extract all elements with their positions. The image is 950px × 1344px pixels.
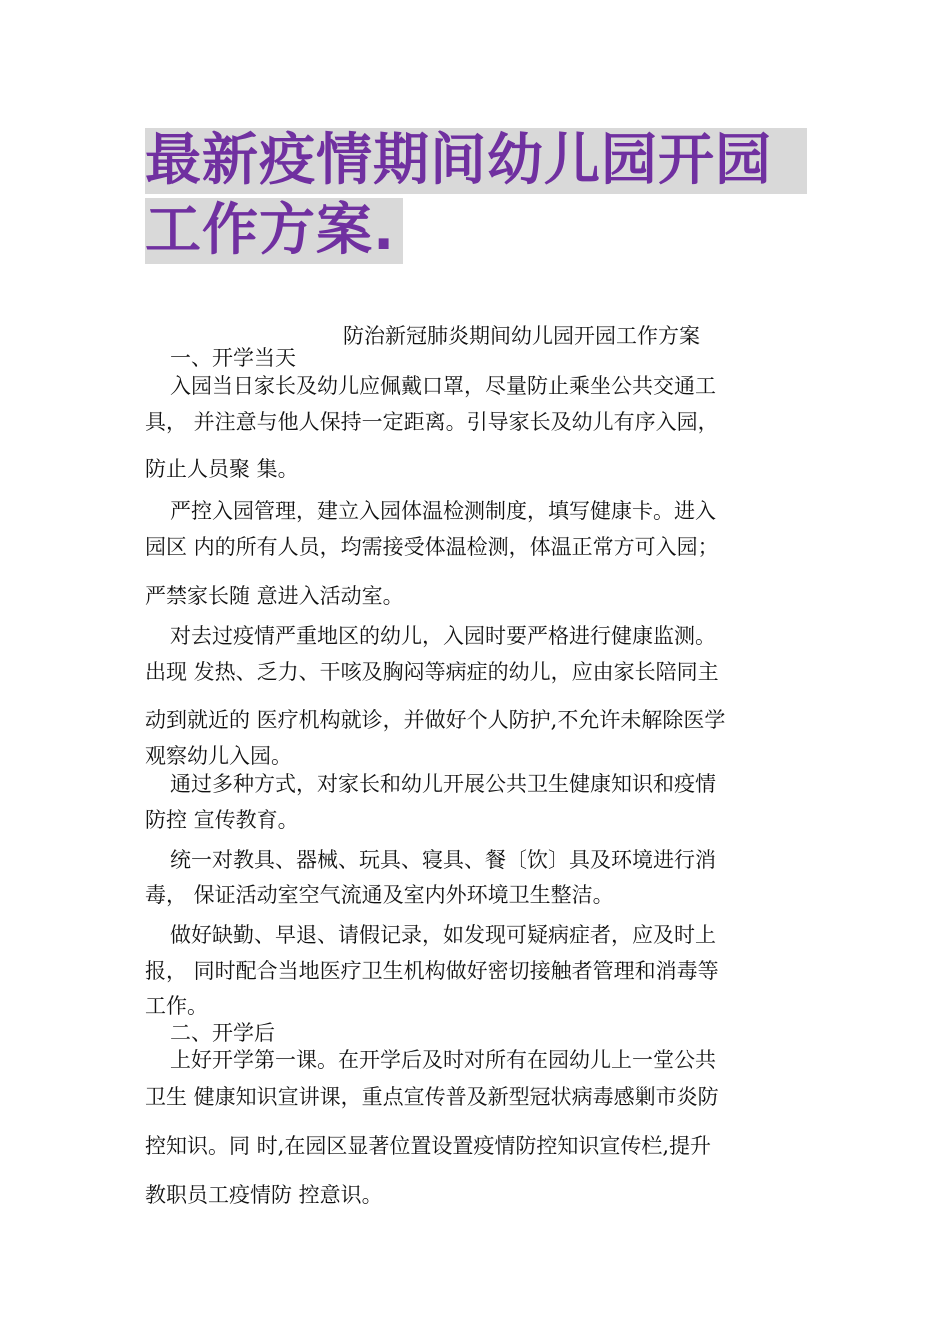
paragraph-line: 出现 发热、乏力、干咳及胸闷等病症的幼儿，应由家长陪同主 — [145, 660, 719, 684]
paragraph-line: 园区 内的所有人员，均需接受体温检测，体温正常方可入园； — [145, 535, 719, 559]
paragraph-line: 上好开学第一课。在开学后及时对所有在园幼儿上一堂公共 — [170, 1048, 716, 1072]
section-heading-1: 一、开学当天 — [170, 346, 296, 370]
paragraph-line: 教职员工疫情防 控意识。 — [145, 1183, 383, 1207]
paragraph-line: 毒， 保证活动室空气流通及室内外环境卫生整洁。 — [145, 883, 614, 907]
paragraph-line: 具， 并注意与他人保持一定距离。引导家长及幼儿有序入园， — [145, 410, 719, 434]
document-subtitle: 防治新冠肺炎期间幼儿园开园工作方案 — [343, 324, 700, 348]
paragraph-line: 严控入园管理，建立入园体温检测制度，填写健康卡。进入 — [170, 499, 716, 523]
paragraph-line: 防控 宣传教育。 — [145, 808, 299, 832]
paragraph-line: 做好缺勤、早退、请假记录，如发现可疑病症者，应及时上 — [170, 923, 716, 947]
paragraph-line: 卫生 健康知识宣讲课，重点宣传普及新型冠状病毒感剿市炎防 — [145, 1085, 719, 1109]
paragraph-line: 观察幼儿入园。 — [145, 744, 292, 768]
paragraph-line: 报， 同时配合当地医疗卫生机构做好密切接触者管理和消毒等 — [145, 959, 719, 983]
paragraph-line: 对去过疫情严重地区的幼儿，入园时要严格进行健康监测。 — [170, 624, 716, 648]
paragraph-line: 控知识。同 时,在园区显著位置设置疫情防控知识宣传栏,提升 — [145, 1134, 712, 1158]
paragraph-line: 防止人员聚 集。 — [145, 457, 299, 481]
paragraph-line: 入园当日家长及幼儿应佩戴口罩，尽量防止乘坐公共交通工 — [170, 374, 716, 398]
title-line-1: 最新疫情期间幼儿园开园 — [145, 128, 807, 194]
paragraph-line: 统一对教具、器械、玩具、寝具、餐〔饮〕具及环境进行消 — [170, 848, 716, 872]
paragraph-line: 通过多种方式，对家长和幼儿开展公共卫生健康知识和疫情 — [170, 772, 716, 796]
title-line-2: 工作方案. — [145, 198, 403, 264]
paragraph-line: 严禁家长随 意进入活动室。 — [145, 584, 404, 608]
paragraph-line: 动到就近的 医疗机构就诊，并做好个人防护,不允许未解除医学 — [145, 708, 726, 732]
paragraph-line: 工作。 — [145, 994, 208, 1018]
section-heading-2: 二、开学后 — [170, 1021, 275, 1045]
